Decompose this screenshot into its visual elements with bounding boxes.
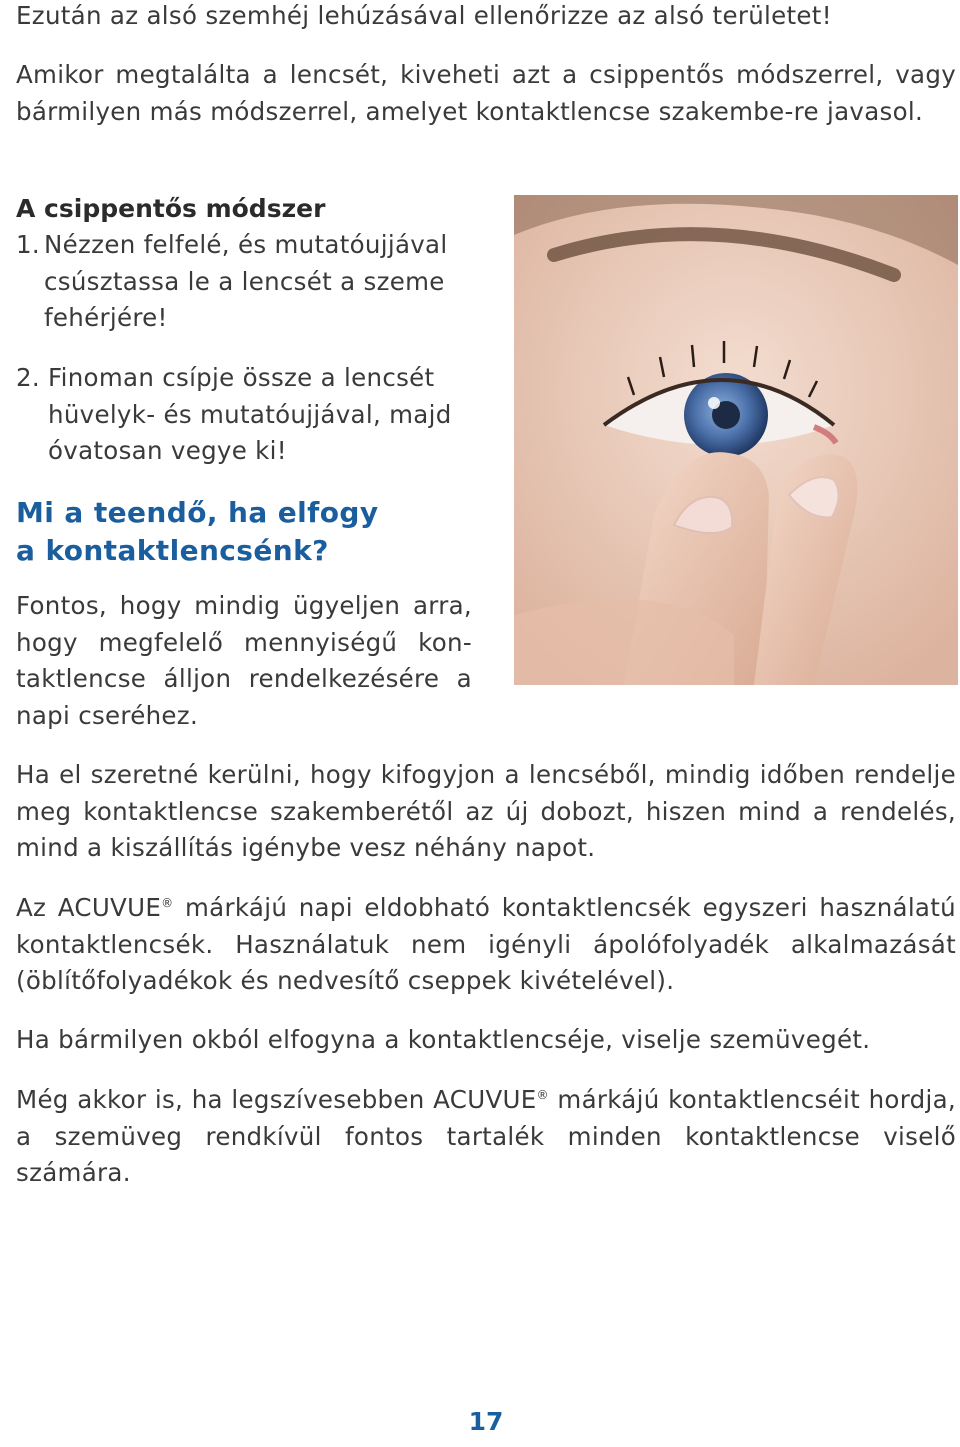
backup-text-b: márkájú kontaktlencséit hordja, a szemüveg rendkívül fontos tartalék minden kontaktlencse viselő számára. (16, 1085, 956, 1187)
pinch-method-heading: A csippentős módszer (16, 194, 326, 223)
acuvue-text-b: márkájú napi eldobható kontaktlencsék egyszeri használatú kontaktlencsék. Használatuk nem igényli ápolófolyadék alkalmazását (öblítőfolyadékok és nedvesítő cseppek kivételével). (16, 893, 956, 995)
page-number: 17 (468, 1407, 504, 1436)
lost-lens-paragraph: Fontos, hogy mindig ügyeljen arra, hogy megfelelő mennyiségű kon-taktlencse álljon rendelkezésére a napi cseréhez. (16, 591, 472, 730)
step-text: Nézzen felfelé, és mutatóujjával csúsztassa le a lencsét a szeme fehérjére! (44, 230, 448, 332)
backup-paragraph (16, 1082, 956, 1192)
pinch-step-2 (16, 360, 486, 470)
order-paragraph: Ha el szeretné kerülni, hogy kifogyjon a lencséből, mindig időben rendelje meg kontaktlencse szakemberétől az új dobozt, hiszen mind a rendelés, mind a kiszállítás igénybe vesz néhány napot. (16, 760, 956, 862)
registered-mark: ® (536, 1087, 549, 1102)
backup-text-a: Még akkor is, ha legszívesebben ACUVUE (16, 1085, 537, 1114)
intro-line: Ezután az alsó szemhéj lehúzásával ellenőrizze az alsó területet! (16, 1, 832, 30)
registered-mark: ® (161, 895, 174, 910)
step-number: 2. (16, 363, 40, 392)
lost-lens-heading-line-1: Mi a teendő, ha elfogy (16, 496, 379, 529)
glasses-paragraph: Ha bármilyen okból elfogyna a kontaktlencséje, viselje szemüvegét. (16, 1025, 871, 1054)
acuvue-text-a: Az ACUVUE (16, 893, 162, 922)
intro-paragraph: Amikor megtalálta a lencsét, kiveheti azt a csippentős módszerrel, vagy bármilyen más módszerrel, amelyet kontaktlencse szakembe-re javasol. (16, 60, 956, 126)
eye-illustration (514, 195, 958, 685)
eye-lens-removal-photo (514, 195, 958, 685)
step-text: Finoman csípje össze a lencsét hüvelyk- és mutatóujjával, majd óvatosan vegye ki! (48, 363, 452, 465)
acuvue-paragraph (16, 890, 956, 1000)
pinch-step-1 (16, 227, 486, 337)
lost-lens-heading-line-2: a kontaktlencsénk? (16, 534, 329, 567)
step-number: 1. (16, 230, 40, 259)
